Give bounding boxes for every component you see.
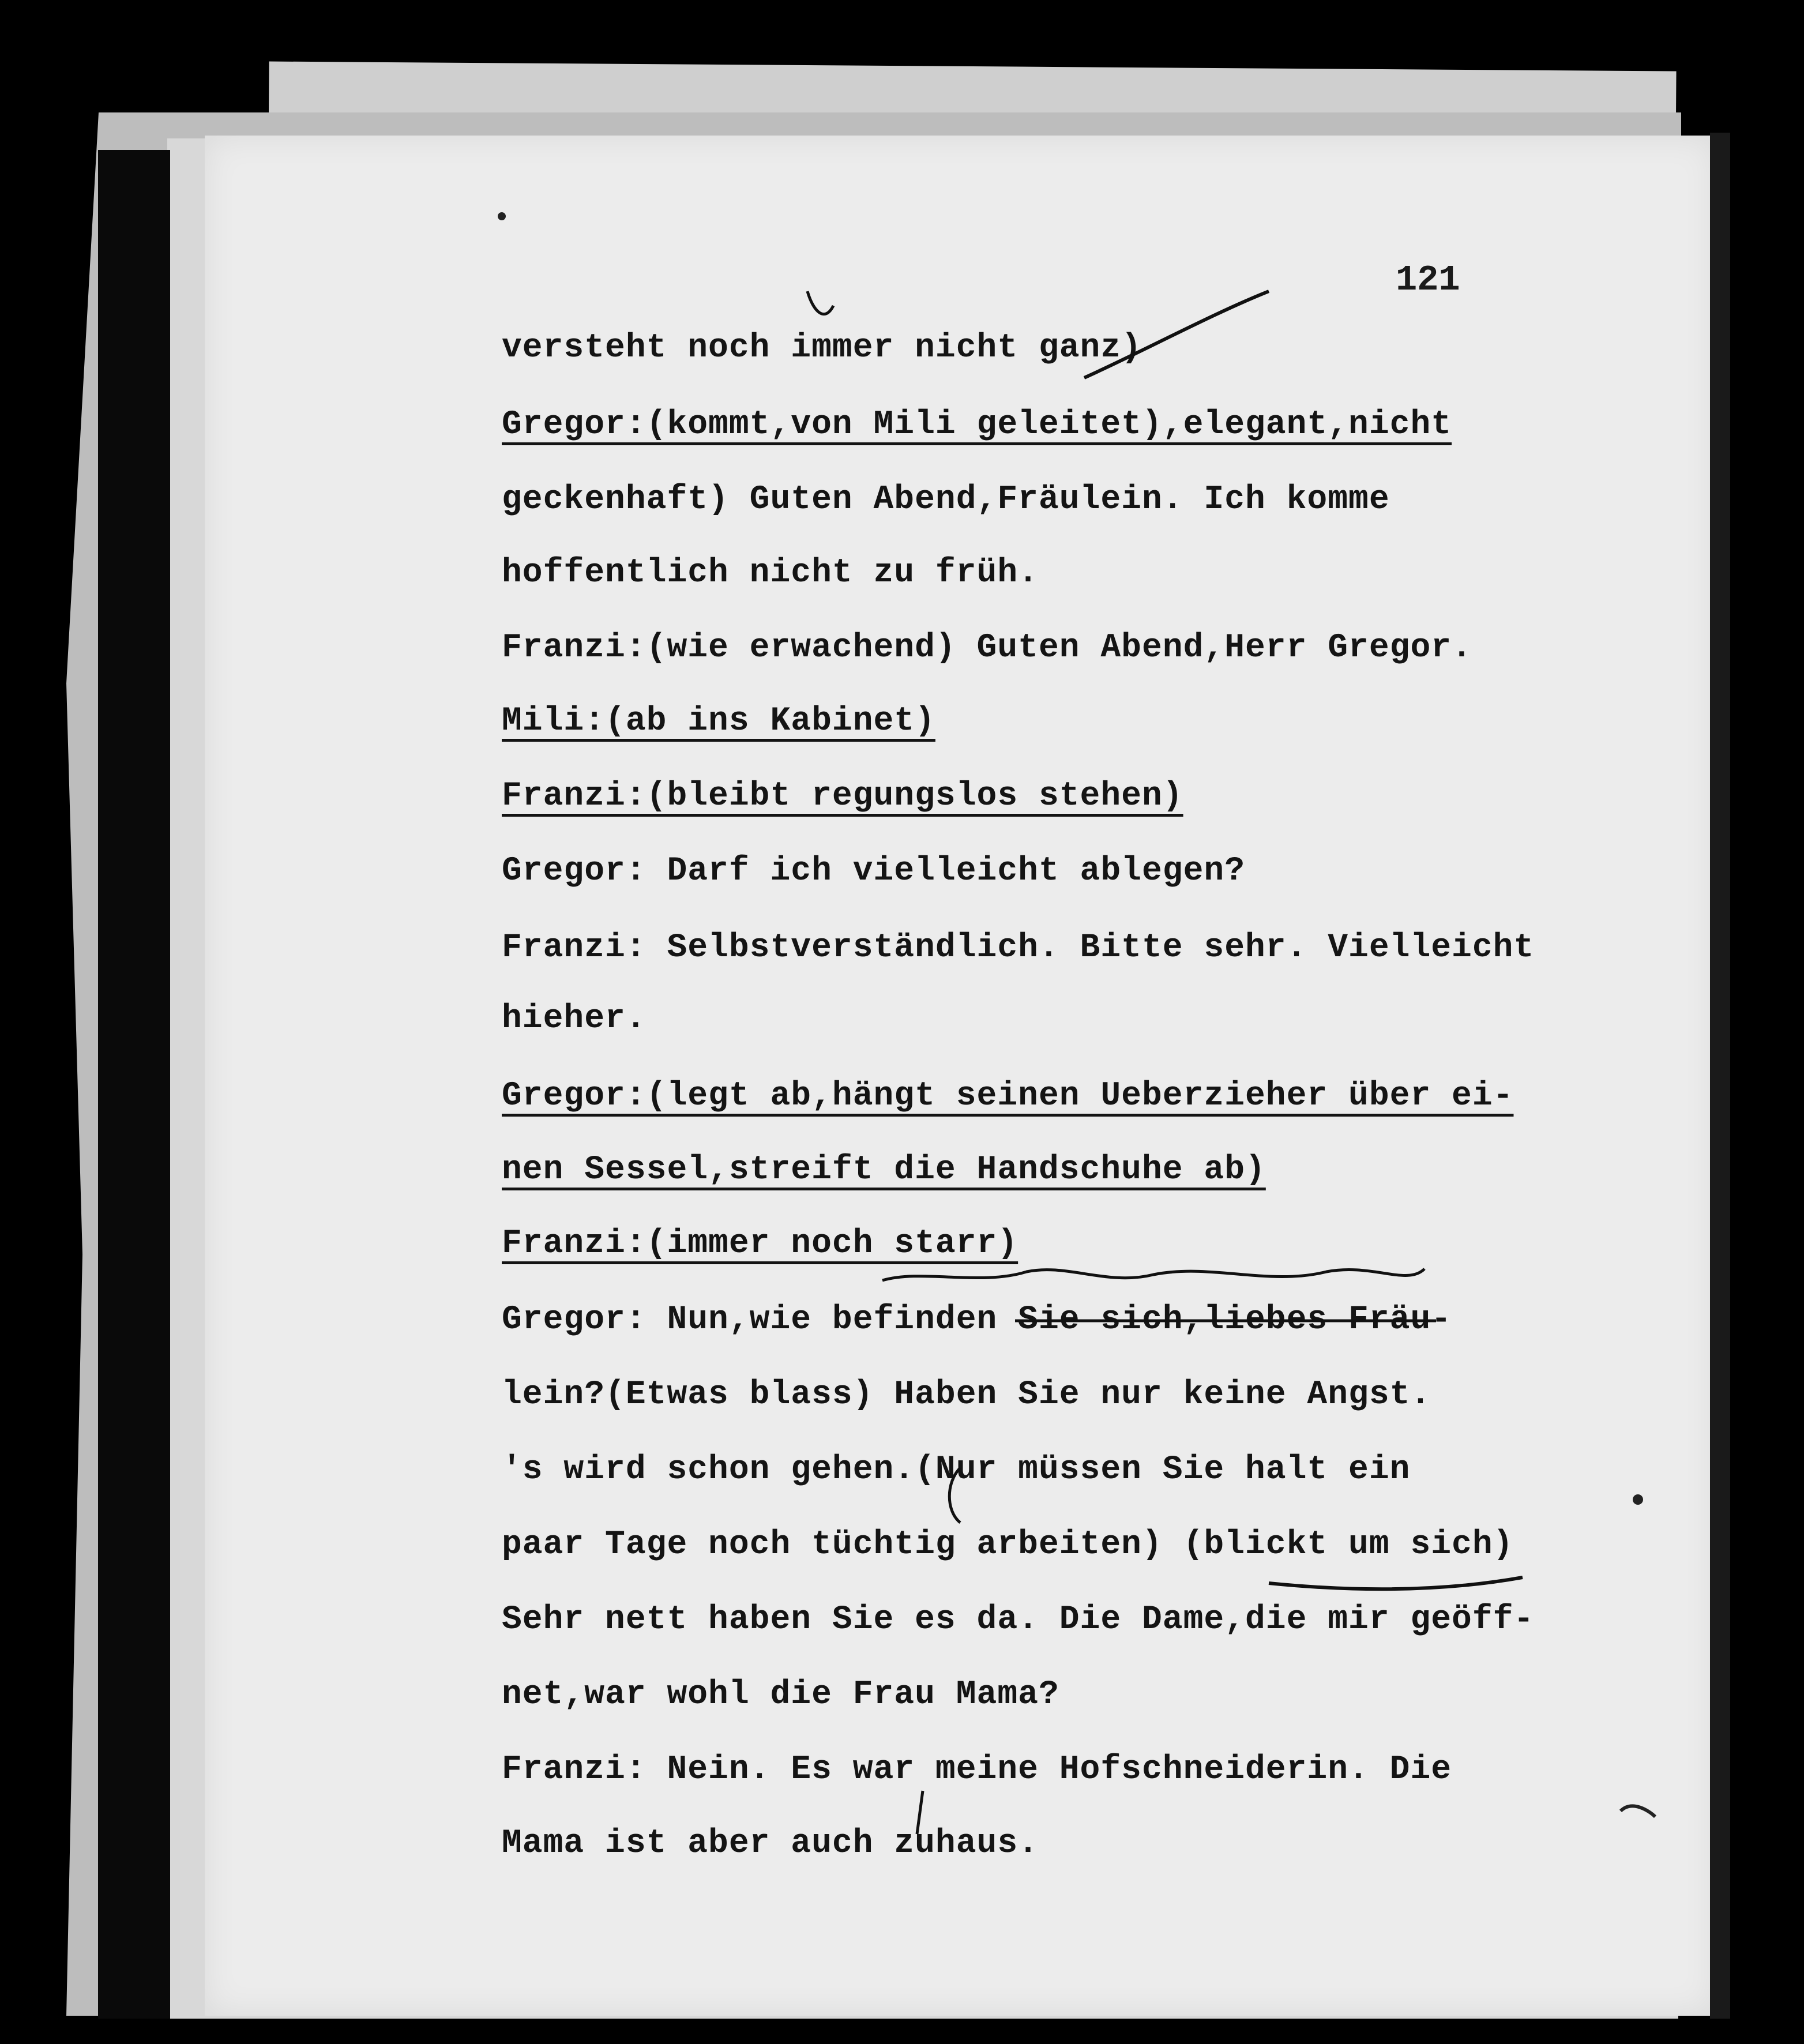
text-line-15: lein?(Etwas blass) Haben Sie nur keine Angst.: [502, 1376, 1431, 1414]
text-line-20: Franzi: Nein. Es war meine Hofschneiderin. Die: [502, 1751, 1452, 1788]
text-line-7: Franzi:(bleibt regungslos stehen): [502, 777, 1183, 815]
text-line-18: Sehr nett haben Sie es da. Die Dame,die mir geöff-: [502, 1601, 1535, 1639]
text-line-11: Gregor:(legt ab,hängt seinen Ueberzieher über ei-: [502, 1077, 1514, 1115]
text-line-8: Gregor: Darf ich vielleicht ablegen?: [502, 852, 1246, 890]
text-line-21: Mama ist aber auch zuhaus.: [502, 1825, 1039, 1862]
text-line-10: hieher.: [502, 1000, 647, 1038]
page-number: 121: [1396, 260, 1460, 300]
text-line-4: hoffentlich nicht zu früh.: [502, 554, 1039, 592]
text-line-5: Franzi:(wie erwachend) Guten Abend,Herr Gregor.: [502, 629, 1472, 667]
text-line-9: Franzi: Selbstverständlich. Bitte sehr. Vielleicht: [502, 929, 1535, 967]
text-line-12: nen Sessel,streift die Handschuhe ab): [502, 1151, 1266, 1189]
text-line-1: versteht noch immer nicht ganz): [502, 329, 1142, 367]
text-line-6: Mili:(ab ins Kabinet): [502, 702, 935, 740]
text-line-16: 's wird schon gehen.(Nur müssen Sie halt ein: [502, 1451, 1411, 1489]
text-line-13: Franzi:(immer noch starr): [502, 1225, 1018, 1263]
page-edge-shadow: [1710, 133, 1730, 2019]
text-line-2: Gregor:(kommt,von Mili geleitet),elegant,nicht: [502, 406, 1452, 444]
text-line-17: paar Tage noch tüchtig arbeiten) (blickt um sich): [502, 1526, 1514, 1564]
binding-shadow: [98, 150, 170, 2019]
text-line-3: geckenhaft) Guten Abend,Fräulein. Ich komme: [502, 481, 1390, 518]
text-line-14: Gregor: Nun,wie befinden Sie sich,liebes Fräu-: [502, 1301, 1452, 1339]
text-line-19: net,war wohl die Frau Mama?: [502, 1676, 1059, 1714]
